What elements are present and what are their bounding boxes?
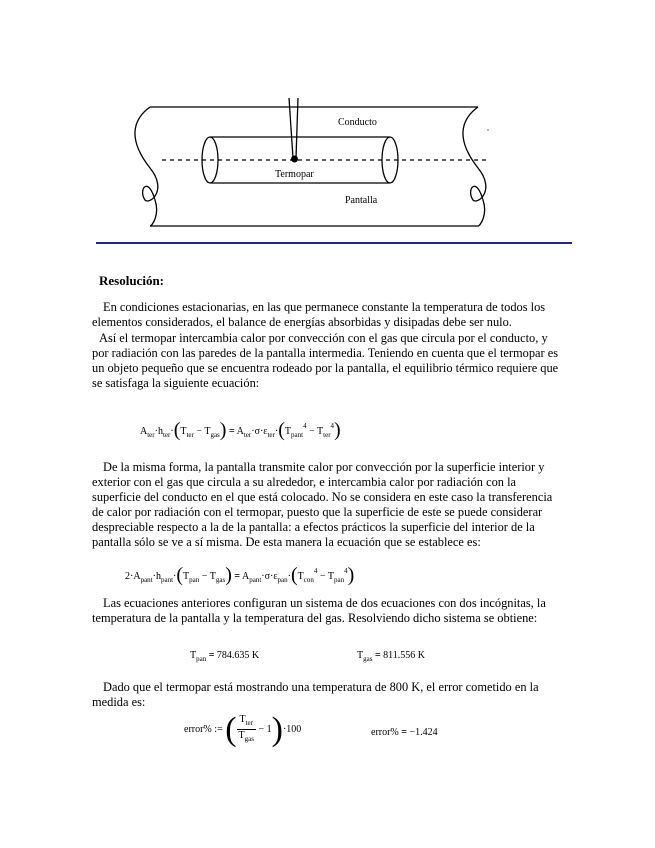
paragraph-3: De la misma forma, la pantalla transmite calor por convección por la superficie interior y exterior con el gas que circula a su alrededor, e intercambia calor por radiación con la superficie del conducto en el que está colocado. No se considera en este caso la transferencia de calor por radiación con el termopar, puesto que la superficie de este se puede considerar despreciable respecto a la de la pantalla: a efectos prácticos la superficie del interior de la pantalla sólo se ve a sí misma. De esta manera la ecuación que se establece es: bbox=[92, 460, 553, 549]
equation-screen-balance: $2\cdot A_{pant}\cdot h_{pant}\cdot(T_{pan} - T_{gas}) = A_{pant}\cdot\sigma\cdot\varepsilon_{pan}\cdot(T_{con}^4 - T_{pan}^4)$ bbox=[125, 564, 355, 586]
error-factor: 100 bbox=[286, 723, 302, 735]
result-t-pan: $T_{pan} = 784.635$ K bbox=[190, 650, 260, 663]
conduit-left-end bbox=[135, 107, 158, 226]
paragraph-5: Dado que el termopar está mostrando una temperatura de 800 K, el error cometido en la medida es: bbox=[92, 680, 539, 709]
t-pan-value: 784.635 K bbox=[216, 650, 260, 661]
error-formula: error% := ( $\frac{T_{ter}}{T_{gas}}$ − 1)·100 bbox=[184, 710, 302, 748]
error-result: error% = −1.424 bbox=[371, 727, 438, 738]
equation-thermocouple-balance: $A_{ter}\cdot h_{ter}\cdot(T_{ter} - T_{gas}) = A_{ter}\cdot\sigma\cdot\varepsilon_{ter}\cdot(T_{pant}^4 - T_{ter}^4)$ bbox=[140, 419, 341, 441]
paragraph-4: Las ecuaciones anteriores configuran un sistema de dos ecuaciones con dos incógnitas, la temperatura de la pantalla y la temperatura del gas. Resolviendo dicho sistema se obtiene: bbox=[92, 596, 546, 625]
t-gas-value: 811.556 K bbox=[383, 650, 426, 661]
conduit-right-end bbox=[463, 107, 486, 226]
thermocouple-junction bbox=[291, 156, 298, 163]
conduit-label: Conducto bbox=[338, 117, 377, 128]
screen-label: Pantalla bbox=[345, 195, 378, 206]
error-result-value: −1.424 bbox=[409, 727, 438, 738]
paragraph-1: En condiciones estacionarias, en las que permanece constante la temperatura de todos los elementos considerados, el balance de energías absorbidas y disipadas debe ser nulo. bbox=[92, 300, 546, 329]
stray-dot bbox=[487, 129, 488, 130]
result-t-gas: $T_{gas} = 811.556$ K bbox=[357, 650, 426, 663]
paragraph-2: Así el termopar intercambia calor por convección con el gas que circula por el conducto, y por radiación con las paredes de la pantalla intermedia. Teniendo en cuenta que el termopar es un objeto pequeño que se encuentra rodeado por la pantalla, el equilibrio térmico requiere que se satisfaga la siguiente ecuación: bbox=[92, 331, 559, 390]
thermocouple-label: Termopar bbox=[275, 169, 314, 180]
thermocouple-diagram bbox=[0, 0, 655, 250]
section-heading: Resolución: bbox=[99, 273, 164, 288]
section-divider bbox=[96, 242, 572, 244]
temperature-ratio: $\frac{T_{ter}}{T_{gas}}$ bbox=[238, 714, 254, 743]
